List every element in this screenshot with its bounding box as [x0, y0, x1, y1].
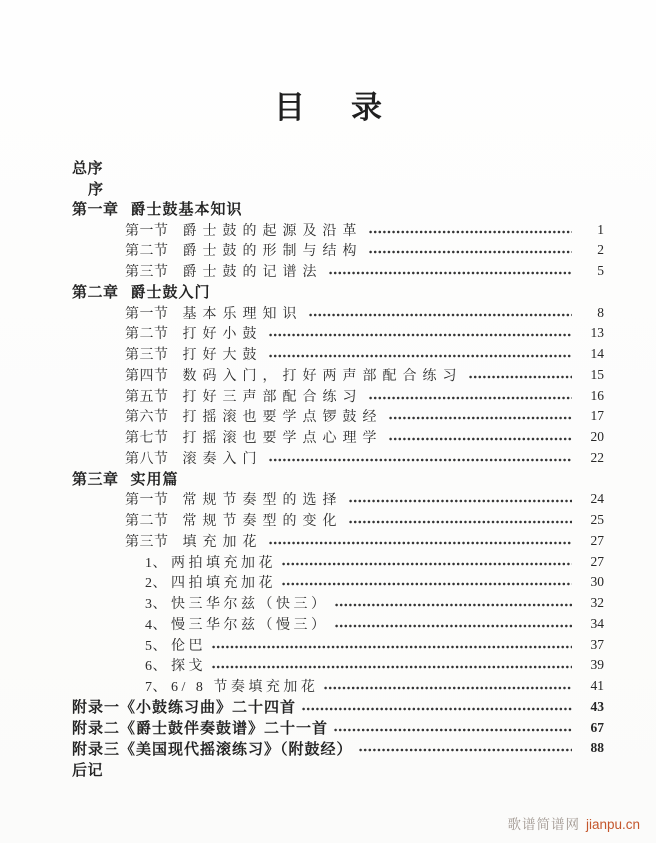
toc-row — [72, 759, 604, 780]
dot-leader — [309, 307, 573, 321]
toc-row-label: 第三章 — [72, 472, 119, 489]
toc-row-title: 打好大鼓 — [182, 348, 263, 364]
toc-row-label: 第三节 — [125, 534, 169, 550]
toc-row-page: 13 — [590, 325, 604, 341]
toc-row — [72, 593, 604, 614]
watermark — [507, 813, 640, 833]
toc-row-label: 第五节 — [125, 389, 169, 405]
toc-row-label: 后记 — [72, 762, 104, 779]
dot-leader — [335, 618, 573, 632]
toc-row-title: 实用篇 — [130, 472, 179, 489]
toc-row-label: 第一章 — [72, 202, 119, 219]
toc-row-label: 第二节 — [125, 514, 169, 530]
toc-row — [72, 489, 604, 510]
dot-leader — [269, 452, 573, 466]
dot-leader — [282, 556, 572, 570]
toc-row-label: 第三节 — [125, 265, 169, 281]
toc-row-title: 两拍填充加花 — [171, 555, 276, 571]
toc-row-label: 第二节 — [125, 327, 169, 343]
toc-row — [72, 427, 604, 448]
toc-row-title: 爵士鼓的记谱法 — [182, 265, 323, 281]
toc-row — [72, 323, 604, 344]
toc-row-title: 基本乐理知识 — [182, 306, 303, 322]
dot-leader — [302, 701, 572, 715]
dot-leader — [212, 659, 572, 673]
toc-row-label: 第一节 — [125, 223, 169, 239]
toc-row-page: 37 — [590, 636, 604, 652]
watermark-site-name: 歌谱简谱网 — [507, 817, 580, 832]
dot-leader — [269, 535, 573, 549]
toc-row-page: 20 — [590, 429, 604, 445]
toc-row — [72, 676, 604, 697]
toc-row — [72, 219, 604, 240]
toc-row-title: 常规节奏型的变化 — [182, 514, 343, 530]
toc-row — [72, 634, 604, 655]
dot-leader — [269, 327, 573, 341]
toc-row — [72, 697, 604, 718]
dot-leader — [329, 265, 573, 279]
toc-row — [72, 738, 604, 759]
toc-row-title: 慢三华尔兹（慢三） — [171, 617, 329, 633]
toc-list — [72, 157, 604, 780]
page-title-char-left: 目 — [274, 90, 305, 125]
toc-row-page: 32 — [590, 595, 604, 611]
toc-row — [72, 510, 604, 531]
dot-leader — [335, 597, 573, 611]
toc-row-page: 30 — [590, 574, 604, 590]
toc-row-page: 25 — [590, 512, 604, 528]
toc-row-label: 第三节 — [125, 348, 169, 364]
toc-row — [72, 406, 604, 427]
toc-row-label: 第七节 — [125, 431, 169, 447]
toc-row-label: 第八节 — [125, 451, 169, 467]
toc-row — [72, 448, 604, 469]
toc-row-title: 常规节奏型的选择 — [182, 493, 343, 509]
dot-leader — [349, 514, 573, 528]
toc-row-label: 6、 — [145, 659, 167, 675]
dot-leader — [389, 431, 573, 445]
toc-row-page: 14 — [590, 346, 604, 362]
toc-row-page: 27 — [590, 553, 604, 569]
page-title — [0, 82, 656, 127]
toc-row-page: 5 — [597, 263, 604, 279]
dot-leader — [269, 348, 573, 362]
toc-row-title: 快三华尔兹（快三） — [171, 597, 329, 613]
toc-row-title: 打摇滚也要学点锣鼓经 — [182, 410, 383, 426]
toc-row — [72, 344, 604, 365]
toc-row-title: 打摇滚也要学点心理学 — [182, 431, 383, 447]
toc-row-label: 第四节 — [125, 368, 169, 384]
toc-row-label: 7、 — [145, 680, 167, 696]
toc-row — [72, 468, 604, 489]
toc-row — [72, 178, 604, 199]
toc-row-page: 16 — [590, 387, 604, 403]
toc-row-title: 数码入门，打好两声部配合练习 — [182, 368, 463, 384]
dot-leader — [369, 390, 573, 404]
toc-row-title: 爵士鼓入门 — [130, 285, 211, 302]
toc-row — [72, 365, 604, 386]
dot-leader — [282, 576, 572, 590]
toc-row-label: 3、 — [145, 597, 167, 613]
toc-row-label: 第二章 — [72, 285, 119, 302]
toc-row-label: 第二节 — [125, 244, 169, 260]
dot-leader — [389, 410, 573, 424]
dot-leader — [324, 680, 572, 694]
toc-row — [72, 199, 604, 220]
toc-row-label: 序 — [88, 181, 104, 198]
dot-leader — [334, 722, 572, 736]
dot-leader — [469, 369, 573, 383]
dot-leader — [212, 639, 572, 653]
toc-row — [72, 282, 604, 303]
toc-row — [72, 302, 604, 323]
toc-row-title: 爵士鼓的起源及沿革 — [182, 223, 363, 239]
toc-row — [72, 531, 604, 552]
toc-row-page: 15 — [590, 366, 604, 382]
toc-row — [72, 551, 604, 572]
dot-leader — [349, 493, 573, 507]
dot-leader — [369, 224, 573, 238]
toc-row — [72, 572, 604, 593]
toc-row — [72, 261, 604, 282]
toc-row-label: 1、 — [145, 555, 167, 571]
toc-row-title: 打好三声部配合练习 — [182, 389, 363, 405]
toc-row-page: 41 — [590, 678, 604, 694]
toc-row — [72, 717, 604, 738]
toc-row-title: 伦巴 — [171, 638, 206, 654]
toc-row-label: 5、 — [145, 638, 167, 654]
toc-row-label: 附录二《爵士鼓伴奏鼓谱》二十一首 — [72, 721, 329, 738]
toc-row — [72, 157, 604, 178]
toc-row — [72, 655, 604, 676]
toc-row-page: 88 — [590, 740, 604, 756]
dot-leader — [369, 244, 573, 258]
toc-row-label: 4、 — [145, 617, 167, 633]
toc-row-page: 43 — [590, 698, 604, 714]
toc-row-page: 1 — [597, 221, 604, 237]
toc-row-label: 第一节 — [125, 306, 169, 322]
toc-row-page: 24 — [590, 491, 604, 507]
toc-row-page: 34 — [590, 615, 604, 631]
toc-row-label: 第六节 — [125, 410, 169, 426]
toc-row-label: 总序 — [72, 160, 104, 177]
toc-row-page: 8 — [597, 304, 604, 320]
page-title-char-right: 录 — [351, 90, 382, 125]
toc-row-label: 第一节 — [125, 493, 169, 509]
dot-leader — [359, 742, 572, 756]
toc-row-title: 爵士鼓的形制与结构 — [182, 244, 363, 260]
toc-row — [72, 385, 604, 406]
toc-row-page: 2 — [597, 242, 604, 258]
toc-row-label: 附录三《美国现代摇滚练习》（附鼓经） — [72, 741, 353, 758]
toc-row-page: 39 — [590, 657, 604, 673]
toc-row-title: 填充加花 — [182, 534, 263, 550]
toc-row-label: 2、 — [145, 576, 167, 592]
watermark-site-url: jianpu.cn — [585, 817, 640, 832]
toc-row-page: 67 — [590, 719, 604, 735]
toc-row-page: 17 — [590, 408, 604, 424]
toc-row — [72, 240, 604, 261]
toc-row-page: 27 — [590, 532, 604, 548]
toc-row-title: 四拍填充加花 — [171, 576, 276, 592]
toc-row — [72, 614, 604, 635]
toc-row-title: 爵士鼓基本知识 — [130, 202, 243, 219]
toc-row-title: 6/ 8 节奏填充加花 — [171, 680, 319, 696]
toc-row-title: 探戈 — [171, 659, 206, 675]
toc-row-title: 滚奏入门 — [182, 451, 263, 467]
toc-row-title: 打好小鼓 — [182, 327, 263, 343]
toc-row-label: 附录一《小鼓练习曲》二十四首 — [72, 700, 297, 717]
toc-row-page: 22 — [590, 449, 604, 465]
